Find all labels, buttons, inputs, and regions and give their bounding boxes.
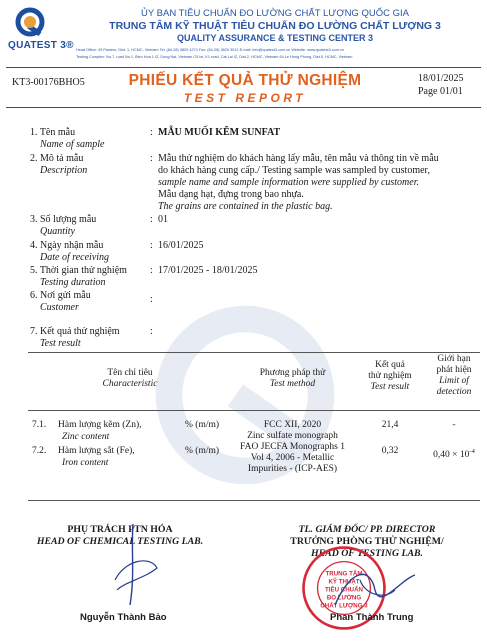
header-method-vi: Phương pháp thử — [259, 368, 326, 378]
address-testing-complex: Testing Complex: No.7, road No.1, Bien Hoa 1 IZ, Dong Nai, Vietnam C5 lot, K1 road, Cat Lai IZ, Dist.2, HCMC, Vietnam 64 Le Hong Phong, Dist.5, HCMC, Vietnam — [76, 55, 353, 59]
right-signer-title-1: TL. GIÁM ĐỐC/ PP. DIRECTOR — [298, 524, 436, 535]
field-label-sample-name: 1. Tên mẫu — [30, 127, 76, 138]
header-result-vi-2: thử nghiệm — [368, 371, 412, 381]
header-method-en: Test method — [269, 379, 316, 389]
row-limit: - — [452, 420, 456, 430]
row-result: 21,4 — [381, 420, 399, 430]
header-method — [230, 368, 355, 390]
description-line-5: The grains are contained in the plastic bag. — [158, 201, 333, 212]
logo-text: QUATEST 3® — [8, 40, 74, 51]
header-result-vi-1: Kết quả — [375, 360, 405, 370]
header-limit-vi-2: phát hiện — [436, 365, 472, 375]
header-characteristic — [30, 368, 230, 390]
header-characteristic-vi: Tên chỉ tiêu — [107, 368, 153, 378]
svg-text:CHẤT LƯỢNG 3: CHẤT LƯỢNG 3 — [320, 602, 368, 610]
field-label-customer: 6. Nơi gửi mẫu — [30, 290, 91, 301]
method-line-3: FAO JECFA Monographs 1 — [240, 442, 345, 452]
row-limit-exponent: -4 — [469, 448, 475, 455]
field-label-customer-en: Customer — [40, 302, 79, 313]
testing-duration-value: 17/01/2025 - 18/01/2025 — [158, 265, 258, 276]
row-limit — [425, 446, 483, 461]
field-label-quantity-en: Quantity — [40, 226, 75, 237]
colon: : — [150, 153, 153, 164]
right-signer-title-2: TRƯỞNG PHÒNG THỬ NGHIỆM/ — [290, 536, 444, 547]
right-signer-name: Phan Thành Trung — [330, 612, 414, 623]
table-header-rule — [28, 410, 480, 411]
row-name-en: Iron content — [62, 458, 109, 468]
field-label-testing-duration-en: Testing duration — [40, 277, 106, 288]
colon: : — [150, 240, 153, 251]
row-limit-base: 0,40 × 10 — [433, 450, 470, 461]
table-bottom-rule — [28, 500, 480, 501]
svg-text:TRUNG TÂM: TRUNG TÂM — [325, 570, 363, 578]
field-label-date-receiving: 4. Ngày nhận mẫu — [30, 240, 104, 251]
center-name-vi: TRUNG TÂM KỸ THUẬT TIÊU CHUẨN ĐO LƯỜNG CHẤT LƯỢNG 3 — [109, 20, 441, 32]
report-code: KT3-00176BHO5 — [12, 77, 85, 88]
quantity-value: 01 — [158, 214, 168, 225]
field-label-description-en: Description — [40, 165, 88, 176]
colon: : — [150, 294, 153, 305]
row-result: 0,32 — [381, 446, 399, 456]
field-label-testing-duration: 5. Thời gian thử nghiệm — [30, 265, 127, 276]
quatest-logo-icon — [10, 6, 50, 40]
description-line-4: Mẫu dạng hạt, đựng trong bao nhựa. — [158, 189, 304, 200]
left-signer-name: Nguyễn Thành Bảo — [80, 612, 167, 623]
svg-text:TIÊU CHUẨN: TIÊU CHUẨN — [325, 586, 363, 594]
header-limit-en-1: Limit of — [439, 376, 469, 386]
header-result-en: Test result — [370, 382, 410, 392]
header-limit-en-2: detection — [436, 387, 472, 397]
address-head-office: Head Office: 49 Pasteur, Dist. 1, HCMC, Vietnam Tel: (84-28) 3829 4274 Fax: (84-28) 3829 3012 E-mail: info@quatest3.com.vn Website: www.quatest3.com.vn — [76, 48, 345, 52]
report-title-vi: PHIẾU KẾT QUẢ THỬ NGHIỆM — [128, 72, 362, 89]
table-top-rule — [28, 352, 480, 353]
colon: : — [150, 326, 153, 337]
right-signer-title-3: HEAD OF TESTING LAB. — [311, 548, 423, 559]
row-name-en: Zinc content — [62, 432, 110, 442]
row-unit: % (m/m) — [185, 446, 220, 456]
method-line-2: Zinc sulfate monograph — [247, 431, 338, 441]
field-label-test-result-en: Test result — [40, 338, 81, 349]
left-signer-title-vi: PHỤ TRÁCH PTN HÓA — [67, 524, 173, 535]
description-line-2: do khách hàng cung cấp./ Testing sample was sampled by customer, — [158, 165, 430, 176]
field-label-quantity: 3. Số lượng mẫu — [30, 214, 97, 225]
report-title-en: TEST REPORT — [183, 91, 307, 105]
field-label-description: 2. Mô tả mẫu — [30, 153, 84, 164]
center-name-en: QUALITY ASSURANCE & TESTING CENTER 3 — [176, 33, 374, 43]
title-divider — [6, 107, 481, 108]
test-method — [230, 420, 355, 475]
header-limit-vi-1: Giới hạn — [437, 354, 471, 364]
colon: : — [150, 265, 153, 276]
colon: : — [150, 214, 153, 225]
left-signer-title-en: HEAD OF CHEMICAL TESTING LAB. — [36, 536, 204, 547]
report-date: 18/01/2025 — [418, 73, 464, 84]
row-name-vi: Hàm lượng sắt (Fe), — [58, 446, 135, 456]
field-label-sample-name-en: Name of sample — [40, 139, 105, 150]
field-label-date-receiving-en: Date of receiving — [40, 252, 110, 263]
header-result — [355, 360, 425, 393]
header-limit — [425, 354, 483, 398]
method-line-1: FCC XII, 2020 — [263, 420, 322, 430]
sample-name-value: MẪU MUỐI KẼM SUNFAT — [158, 127, 281, 138]
description-line-1: Mẫu thử nghiệm do khách hàng lấy mẫu, tên mẫu và thông tin về mẫu — [158, 153, 439, 164]
report-page: Page 01/01 — [418, 86, 463, 97]
header-divider — [6, 67, 481, 68]
header-characteristic-en: Characteristic — [102, 379, 158, 389]
date-receiving-value: 16/01/2025 — [158, 240, 204, 251]
svg-text:KỸ THUẬT: KỸ THUẬT — [328, 578, 360, 586]
colon: : — [150, 127, 153, 138]
svg-text:ĐO LƯỜNG: ĐO LƯỜNG — [326, 594, 362, 602]
row-unit: % (m/m) — [185, 420, 220, 430]
agency-name: ỦY BAN TIÊU CHUẨN ĐO LƯỜNG CHẤT LƯỢNG QUỐC GIA — [141, 8, 409, 19]
method-line-4: Vol 4, 2006 - Metallic — [250, 453, 335, 463]
method-line-5: Impurities - (ICP-AES) — [247, 464, 338, 474]
left-signature-icon — [95, 520, 175, 610]
right-signature-icon — [330, 560, 420, 620]
row-name-vi: Hàm lượng kẽm (Zn), — [58, 420, 142, 430]
field-label-test-result: 7. Kết quả thử nghiệm — [30, 326, 120, 337]
description-line-3: sample name and sample information were supplied by customer. — [158, 177, 419, 188]
row-number: 7.1. — [32, 420, 47, 430]
row-number: 7.2. — [32, 446, 47, 456]
